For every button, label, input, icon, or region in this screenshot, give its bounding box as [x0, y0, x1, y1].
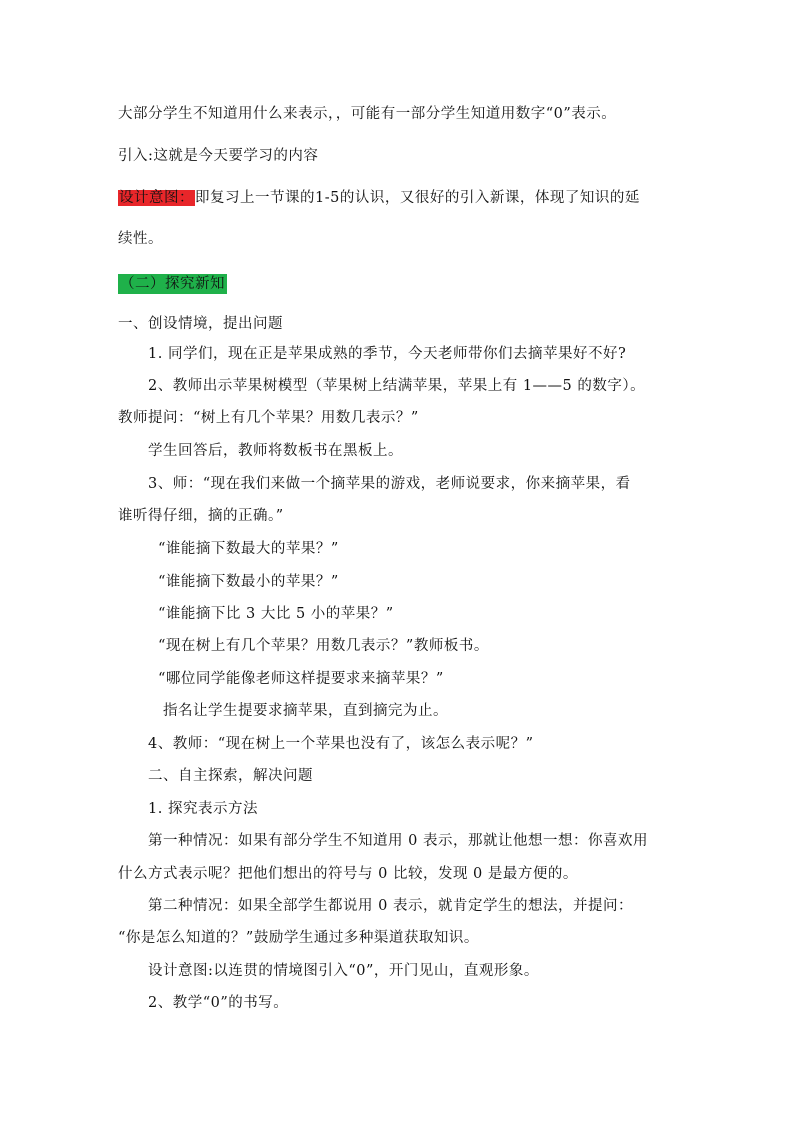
paragraph-line: 4、教师：“现在树上一个苹果也没有了，该怎么表示呢？”	[148, 736, 534, 752]
quote-line: “哪位同学能像老师这样提要求来摘苹果？”	[158, 671, 444, 687]
subsection-heading: 二、自主探索，解决问题	[148, 768, 313, 784]
paragraph-line: 引入:这就是今天要学习的内容	[118, 148, 319, 164]
paragraph-line: 第一种情况：如果有部分学生不知道用 0 表示，那就让他想一想：你喜欢用	[148, 833, 648, 849]
paragraph-line: 学生回答后，教师将数板书在黑板上。	[148, 443, 403, 459]
quote-line: “现在树上有几个苹果？用数几表示？”教师板书。	[158, 638, 489, 654]
quote-line: “谁能摘下数最小的苹果？”	[158, 574, 339, 590]
paragraph-line: 指名让学生提要求摘苹果，直到摘完为止。	[163, 703, 448, 719]
design-intent-label: 设计意图：	[119, 190, 194, 206]
paragraph-line: 续性。	[118, 231, 163, 247]
paragraph-line: 1. 探究表示方法	[148, 801, 258, 817]
subsection-heading: 一、创设情境，提出问题	[118, 316, 283, 332]
paragraph-line: 2、教师出示苹果树模型（苹果树上结满苹果，苹果上有 1——5 的数字）。	[148, 378, 646, 394]
paragraph-line: 第二种情况：如果全部学生都说用 0 表示，就肯定学生的想法，并提问：	[148, 898, 633, 914]
paragraph-line: 大部分学生不知道用什么来表示，，可能有一部分学生知道用数字“0”表示。	[118, 106, 617, 122]
paragraph-line: 2、教学“0”的书写。	[148, 995, 289, 1011]
section-heading: （二）探究新知	[120, 276, 225, 292]
paragraph-line: 教师提问：“树上有几个苹果？用数几表示？”	[118, 410, 419, 426]
paragraph-line: 谁听得仔细，摘的正确。”	[118, 508, 284, 524]
quote-line: “谁能摘下比 3 大比 5 小的苹果？”	[158, 606, 394, 622]
paragraph-line: 1. 同学们，现在正是苹果成熟的季节，今天老师带你们去摘苹果好不好?	[148, 346, 627, 362]
section-heading-line	[118, 274, 227, 294]
quote-line: “谁能摘下数最大的苹果？”	[158, 541, 339, 557]
paragraph-text: 即复习上一节课的1-5的认识，又很好的引入新课，体现了知识的延	[195, 190, 640, 206]
paragraph-line: 什么方式表示呢？把他们想出的符号与 0 比较，发现 0 是最方便的。	[118, 866, 578, 882]
paragraph-line: “你是怎么知道的？”鼓励学生通过多种渠道获取知识。	[118, 930, 479, 946]
paragraph-line: 3、师：“现在我们来做一个摘苹果的游戏，老师说要求，你来摘苹果，看	[148, 476, 631, 492]
paragraph-line	[118, 188, 640, 208]
paragraph-line: 设计意图:以连贯的情境图引入“0”，开门见山，直观形象。	[148, 963, 539, 979]
